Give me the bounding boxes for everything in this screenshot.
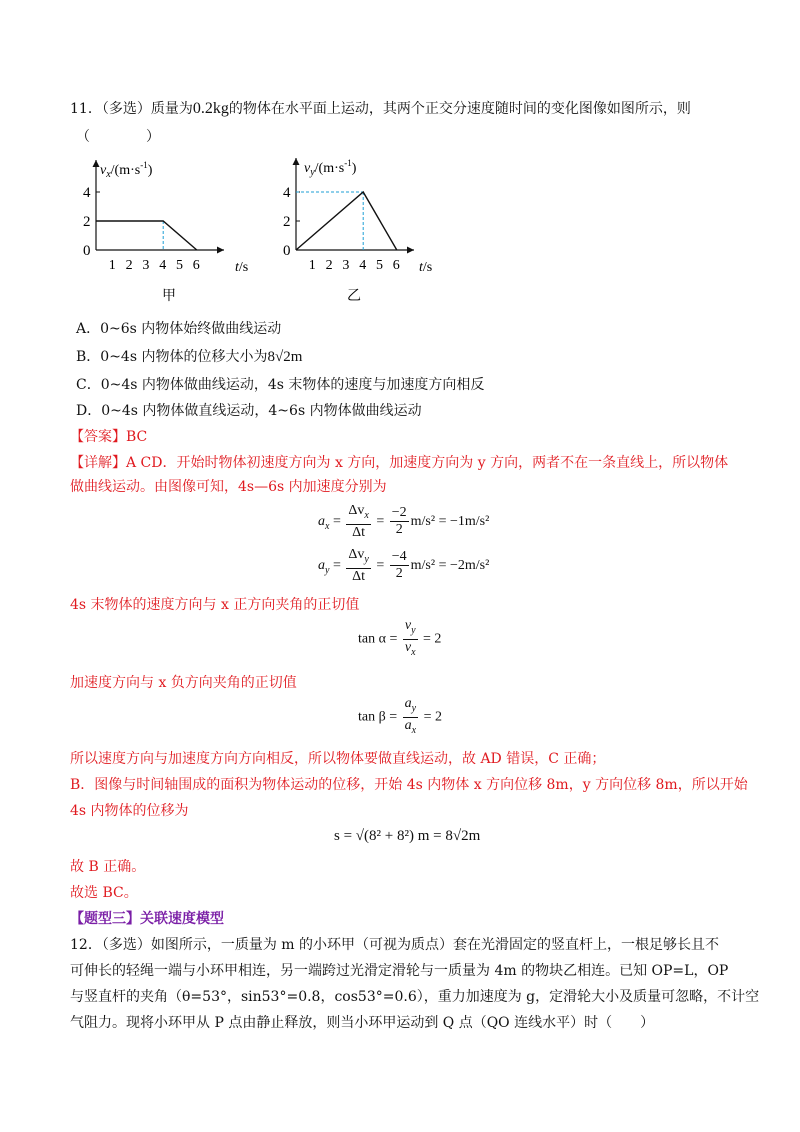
graph-right-ytick-label: 0 [283,243,291,259]
option-b-text: B．0~4s 内物体的位移大小为 [76,349,268,365]
option-c: C．0~4s 内物体做曲线运动，4s 末物体的速度与加速度方向相反 [76,377,485,393]
eq-tan-beta: tan β = $\frac{a_y}{a_x}$ = 2 [358,696,442,736]
graph-right-caption: 乙 [347,289,361,304]
graph-right-xtick-label: 2 [325,258,333,273]
graph-left-xlabel: t/s [235,260,249,275]
q12-line2: 可伸长的轻绳一端与小环甲相连，另一端跨过光滑定滑轮与一质量为 4m 的物块乙相连。已知 OP=L，OP [70,963,729,979]
option-a: A．0~6s 内物体始终做曲线运动 [76,321,282,337]
graph-left-xtick-label: 5 [176,258,183,273]
q11-mass: 0.2kg [192,100,229,117]
detail-p3: 加速度方向与 x 负方向夹角的正切值 [70,675,297,691]
graph-right-xtick-label: 3 [342,258,350,273]
graph-right-ylabel: $v_y/(m\cdot s^{-1})$ [304,158,357,178]
graph-left-xtick-label: 1 [108,258,116,273]
detail-p1: 【详解】A CD．开始时物体初速度方向为 x 方向，加速度方向为 y 方向，两者不在一条直线上，所以物体 [70,455,729,471]
graph-right-xtick-label: 6 [392,258,400,273]
detail-p4: 所以速度方向与加速度方向方向相反，所以物体要做直线运动，故 AD 错误，C 正确； [70,751,606,767]
q11-stem [70,98,691,118]
option-b [76,346,302,366]
option-b-value: 8√2m [267,349,303,365]
graph-left-ytick-label: 2 [83,214,91,230]
graph-left-xtick-label: 4 [159,258,167,273]
detail-p5b: 4s 内物体的位移为 [70,803,189,819]
detail-p1b: 做曲线运动。由图像可知，4s—6s 内加速度分别为 [70,479,387,495]
graph-left-ytick-label: 0 [83,243,91,259]
q11-blank: （ ） [76,129,160,145]
eq-ax: $a_x$ = $\frac{\Delta v_x}{\Delta t}$ = $\frac{-2}{2}$ m/s² = −1m/s² [318,503,490,540]
graph-right-y-arrow [293,158,300,165]
graph-left-xtick-label: 3 [142,258,150,273]
graph-left [72,150,272,310]
graph-right-xtick-label: 4 [359,258,367,273]
eq-displacement: s = √(8² + 8²) m = 8√2m [334,828,481,844]
q12-line1: 12．（多选）如图所示，一质量为 m 的小环甲（可视为质点）套在光滑固定的竖直杆上，一根足够长且不 [70,937,719,953]
q11-stem-b: 的物体在水平面上运动，其两个正交分速度随时间的变化图像如图所示，则 [228,101,691,117]
graph-left-x-arrow [217,247,224,254]
graph-left-caption: 甲 [162,289,176,304]
graph-left-xtick-label: 2 [125,258,133,273]
eq-ay: $a_y$ = $\frac{\Delta v_y}{\Delta t}$ = $\frac{-4}{2}$ m/s² = −2m/s² [318,547,490,584]
eq-tan-alpha: tan α = $\frac{v_y}{v_x}$ = 2 [358,618,442,658]
q12-line3: 与竖直杆的夹角（θ=53°，sin53°=0.8，cos53°=0.6），重力加速度为 g，定滑轮大小及质量可忽略，不计空 [70,989,760,1005]
q11-stem-a: 11．（多选）质量为 [70,101,193,117]
graph-left-xtick-label: 6 [192,258,200,273]
detail-p2: 4s 末物体的速度方向与 x 正方向夹角的正切值 [70,597,360,613]
graph-right [284,150,484,310]
graph-left-ylabel: $v_x/(m\cdot s^{-1})$ [100,160,153,180]
graph-left-y-arrow [93,160,100,167]
detail-p7: 故选 BC。 [70,885,138,901]
q12-line4: 气阻力。现将小环甲从 P 点由静止释放，则当小环甲运动到 Q 点（QO 连线水平）时（ ） [70,1015,655,1031]
graph-right-x-arrow [407,247,414,254]
graph-left-ytick-label: 4 [83,185,91,201]
graph-right-ytick-label: 4 [283,185,291,201]
graph-left-series [96,221,197,250]
graph-right-xtick-label: 5 [376,258,383,273]
answer: 【答案】BC [70,429,148,445]
graph-right-series [296,192,397,250]
option-d: D．0~4s 内物体做直线运动，4~6s 内物体做曲线运动 [76,403,422,419]
graph-right-xlabel: t/s [419,260,433,275]
detail-p6: 故 B 正确。 [70,859,146,875]
graph-right-xtick-label: 1 [308,258,316,273]
graph-right-ytick-label: 2 [283,214,291,230]
section-title: 【题型三】关联速度模型 [70,911,224,927]
detail-p5: B．图像与时间轴围成的面积为物体运动的位移，开始 4s 内物体 x 方向位移 8m，y 方向位移 8m，所以开始 [70,777,748,793]
